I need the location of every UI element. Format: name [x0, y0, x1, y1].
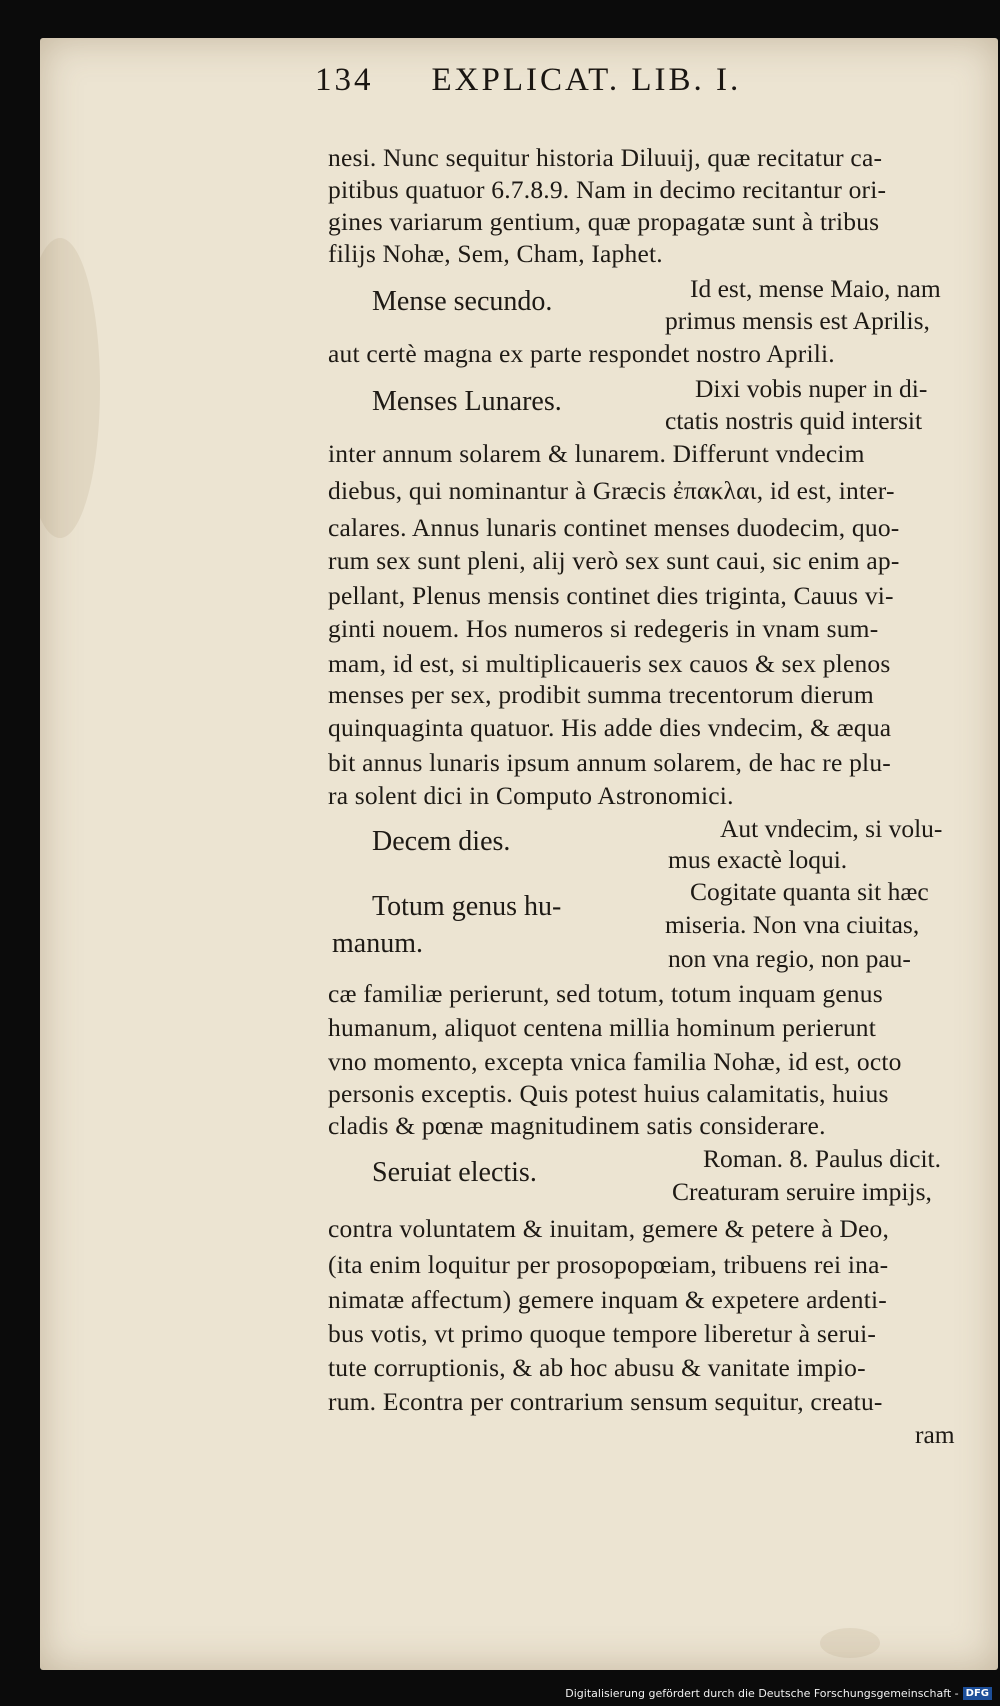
text-line: tute corruptionis, & ab hoc abusu & vanitate impio- — [328, 1353, 866, 1382]
text-line: cæ familiæ perierunt, sed totum, totum inquam genus — [328, 979, 883, 1008]
text-line: aut certè magna ex parte respondet nostro Aprili. — [328, 339, 835, 368]
text-line: humanum, aliquot centena millia hominum perierunt — [328, 1013, 877, 1042]
text-line: Id est, mense Maio, nam — [690, 274, 941, 303]
footer — [565, 1687, 992, 1700]
dfg-logo: DFG — [963, 1687, 992, 1700]
text-line: Aut vndecim, si volu- — [720, 814, 943, 843]
text-line: mus exactè loqui. — [668, 845, 848, 874]
text-line: mam, id est, si multiplicaueris sex cauos & sex plenos — [328, 649, 891, 678]
text-line: ginti nouem. Hos numeros si redegeris in vnam sum- — [328, 614, 879, 643]
text-line: non vna regio, non pau- — [668, 944, 911, 973]
text-line: pellant, Plenus mensis continet dies triginta, Cauus vi- — [328, 581, 894, 610]
text-line: miseria. Non vna ciuitas, — [665, 910, 920, 939]
stain — [40, 238, 100, 538]
section-heading: manum. — [332, 928, 423, 959]
section-heading: Totum genus hu- — [372, 891, 562, 922]
catchword: ram — [915, 1420, 955, 1449]
text-line: rum. Econtra per contrarium sensum sequitur, creatu- — [328, 1387, 883, 1416]
text-line: rum sex sunt pleni, alij verò sex sunt caui, sic enim ap- — [328, 546, 900, 575]
section-heading: Decem dies. — [372, 826, 511, 857]
text-line: Creaturam seruire impijs, — [672, 1177, 932, 1206]
text-line: personis exceptis. Quis potest huius calamitatis, huius — [328, 1079, 889, 1108]
text-line: cladis & pœnæ magnitudinem satis considerare. — [328, 1111, 826, 1140]
text-line: (ita enim loquitur per prosopopœiam, tribuens rei ina- — [328, 1250, 889, 1279]
page-number: 134 — [315, 62, 374, 98]
stain — [820, 1628, 880, 1658]
text-line: diebus, qui nominantur à Græcis ἐπακλαι, id est, inter- — [328, 476, 895, 505]
text-line: filijs Nohæ, Sem, Cham, Iaphet. — [328, 239, 663, 268]
text-line: ra solent dici in Computo Astronomici. — [328, 781, 734, 810]
text-line: bus votis, vt primo quoque tempore liberetur à serui- — [328, 1319, 877, 1348]
text-line: ctatis nostris quid intersit — [665, 406, 923, 435]
text-line: contra voluntatem & inuitam, gemere & petere à Deo, — [328, 1214, 890, 1243]
text-line: vno momento, excepta vnica familia Nohæ, id est, octo — [328, 1047, 902, 1076]
text-line: Dixi vobis nuper in di- — [695, 374, 928, 403]
footer-text: Digitalisierung gefördert durch die Deutsche Forschungsgemeinschaft - — [565, 1687, 959, 1700]
page-header — [315, 62, 875, 99]
text-line: quinquaginta quatuor. His adde dies vndecim, & æqua — [328, 713, 892, 742]
section-heading: Seruiat electis. — [372, 1157, 537, 1188]
section-heading: Menses Lunares. — [372, 386, 562, 417]
text-line: inter annum solarem & lunarem. Differunt vndecim — [328, 439, 865, 468]
section-heading: Mense secundo. — [372, 286, 553, 317]
text-line: Roman. 8. Paulus dicit. — [703, 1144, 941, 1173]
text-line: Cogitate quanta sit hæc — [690, 877, 929, 906]
text-line: primus mensis est Aprilis, — [665, 306, 930, 335]
text-line: nimatæ affectum) gemere inquam & expetere ardenti- — [328, 1285, 887, 1314]
text-line: calares. Annus lunaris continet menses duodecim, quo- — [328, 513, 900, 542]
text-line: bit annus lunaris ipsum annum solarem, de hac re plu- — [328, 748, 891, 777]
text-line: gines variarum gentium, quæ propagatæ sunt à tribus — [328, 207, 880, 236]
text-line: menses per sex, prodibit summa trecentorum dierum — [328, 680, 874, 709]
text-line: nesi. Nunc sequitur historia Diluuij, quæ recitatur ca- — [328, 143, 883, 172]
text-line: pitibus quatuor 6.7.8.9. Nam in decimo recitantur ori- — [328, 175, 887, 204]
running-title: EXPLICAT. LIB. I. — [431, 62, 742, 98]
